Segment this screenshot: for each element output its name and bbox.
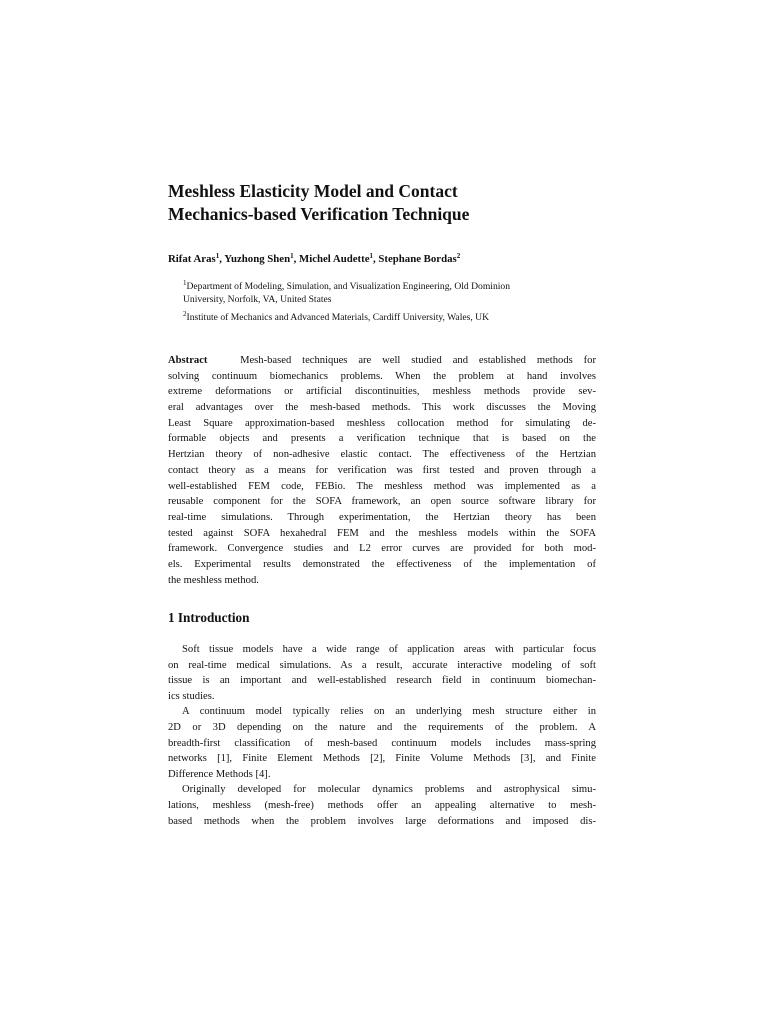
affiliation-text: Institute of Mechanics and Advanced Materials, Cardiff University, Wales, UK <box>186 312 490 323</box>
body-line: ics studies. <box>168 690 215 702</box>
abstract-line: well-established FEM code, FEBio. The meshless method was implemented as a <box>168 480 596 492</box>
abstract-label: Abstract <box>168 355 208 366</box>
affiliation-mark: 2 <box>183 310 187 318</box>
abstract-line <box>168 353 596 369</box>
body-line: on real-time medical simulations. As a result, accurate interactive modeling of soft <box>168 659 596 671</box>
body-line: based methods when the problem involves large deformations and imposed dis- <box>168 815 596 827</box>
author-affiliation-mark: 1 <box>290 252 294 260</box>
abstract-line: real-time simulations. Through experimentation, the Hertzian theory has been <box>168 511 596 523</box>
author-list <box>168 252 460 266</box>
body-line: 2D or 3D depending on the nature and the requirements of the problem. A <box>168 721 596 733</box>
body-line: lations, meshless (mesh-free) methods offer an appealing alternative to mesh- <box>168 799 596 811</box>
author-name: Stephane Bordas <box>378 253 457 265</box>
author-separator: , <box>293 253 300 265</box>
author-name: Michel Audette <box>299 253 370 265</box>
affiliation <box>183 280 583 306</box>
introduction-body <box>168 642 596 829</box>
paper-title <box>168 180 596 226</box>
abstract-line: eral advantages over the mesh-based methods. This work discusses the Moving <box>168 402 596 414</box>
body-line: Soft tissue models have a wide range of application areas with particular focus <box>182 644 596 655</box>
abstract-body <box>168 369 596 589</box>
body-line: A continuum model typically relies on an underlying mesh structure either in <box>182 706 596 718</box>
author-name: Rifat Aras <box>168 253 216 265</box>
body-line: Difference Methods [4]. <box>168 768 271 780</box>
body-line: tissue is an important and well-established research field in continuum biomechan- <box>168 675 596 687</box>
abstract-line: Least Square approximation-based meshless collocation method for simulating de- <box>168 417 596 429</box>
abstract-line: extreme deformations or artificial discontinuities, meshless methods provide sev- <box>168 386 596 398</box>
author-affiliation-mark: 2 <box>456 252 461 260</box>
affiliation-mark: 1 <box>183 279 187 287</box>
affiliation-text: University, Norfolk, VA, United States <box>183 294 332 305</box>
abstract-line: reusable component for the SOFA framework, an open source software library for <box>168 496 596 508</box>
affiliation-text: Department of Modeling, Simulation, and Visualization Engineering, Old Dominion <box>186 281 511 292</box>
abstract-line: Hertzian theory of non-adhesive elastic contact. The effectiveness of the Hertzian <box>168 449 596 461</box>
abstract-line: framework. Convergence studies and L2 error curves are provided for both mod- <box>168 543 596 555</box>
abstract-line: tested against SOFA hexahedral FEM and the meshless models within the SOFA <box>168 527 596 539</box>
abstract <box>168 353 596 588</box>
author-separator: , <box>372 253 379 265</box>
abstract-line: contact theory as a means for verification was first tested and proven through a <box>168 464 596 476</box>
abstract-line: solving continuum biomechanics problems. When the problem at hand involves <box>168 370 596 382</box>
affiliation <box>183 311 583 324</box>
author-name: Yuzhong Shen <box>224 253 291 265</box>
abstract-line: the meshless method. <box>168 574 259 586</box>
body-line: Originally developed for molecular dynamics problems and astrophysical simu- <box>182 784 596 796</box>
title-line: Meshless Elasticity Model and Contact <box>168 181 458 201</box>
section-heading: 1 Introduction <box>168 610 250 625</box>
author-separator: , <box>219 253 225 265</box>
title-line: Mechanics-based Verification Technique <box>168 204 470 224</box>
abstract-line: formable objects and presents a verification technique that is based on the <box>168 433 596 445</box>
abstract-first-line: Mesh-based techniques are well studied and established methods for <box>240 355 596 366</box>
author-affiliation-mark: 1 <box>369 252 373 260</box>
body-line: networks [1], Finite Element Methods [2], Finite Volume Methods [3], and Finite <box>168 753 596 765</box>
body-line: breadth-first classification of mesh-based continuum models includes mass-spring <box>168 737 596 749</box>
abstract-line: els. Experimental results demonstrated the effectiveness of the implementation of <box>168 558 596 570</box>
author-affiliation-mark: 1 <box>215 252 220 260</box>
